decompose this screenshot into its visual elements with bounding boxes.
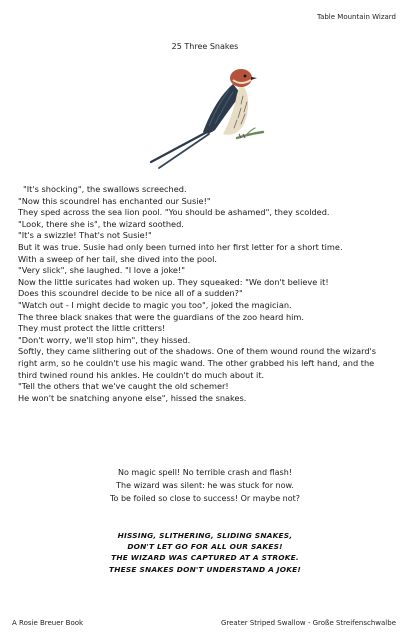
snake-chant xyxy=(0,530,410,575)
chant-line: HISSING, SLITHERING, SLIDING SNAKES, xyxy=(117,531,293,540)
story-line: right arm, so he couldn't use his magic wand. The other grabbed his left hand, and the xyxy=(18,357,375,368)
story-line: They must protect the little critters! xyxy=(18,323,166,334)
story-line: He won't be snatching anyone else", hissed the snakes. xyxy=(18,392,247,403)
footer-publisher: A Rosie Breuer Book xyxy=(12,619,84,627)
poem-line: The wizard was silent: he was stuck for now. xyxy=(116,481,294,490)
story-line: Does this scoundrel decide to be nice all of a sudden?" xyxy=(18,288,243,299)
footer-bird-caption: Greater Striped Swallow - Große Streifenschwalbe xyxy=(220,619,396,627)
story-line: Now the little suricates had woken up. They squeaked: "We don't believe it! xyxy=(18,276,329,287)
story-line: They sped across the sea lion pool. "You should be ashamed", they scolded. xyxy=(18,207,330,218)
chant-line: THESE SNAKES DON'T UNDERSTAND A JOKE! xyxy=(109,564,301,574)
story-line: "Watch out - I might decide to magic you too", joked the magician. xyxy=(18,299,292,310)
story-line: "Look, there she is", the wizard soothed. xyxy=(18,218,184,229)
story-line: "It's a swizzle! That's not Susie!" xyxy=(18,230,152,241)
story-line: "Tell the others that we've caught the old schemer! xyxy=(18,381,229,392)
story-line: The three black snakes that were the guardians of the zoo heard him. xyxy=(18,311,305,322)
story-text xyxy=(18,184,400,404)
story-line: third twined round his ankles. He couldn't do much about it. xyxy=(18,369,265,380)
poem-line: No magic spell! No terrible crash and flash! xyxy=(118,468,292,477)
poem-line: To be foiled so close to success! Or maybe not? xyxy=(109,494,301,503)
book-title-header: Table Mountain Wizard xyxy=(316,13,396,21)
chapter-title: 25 Three Snakes xyxy=(171,42,239,51)
story-line: "Now this scoundrel has enchanted our Susie!" xyxy=(18,195,211,206)
story-line: Softly, they came slithering out of the shadows. One of them wound round the wizard's xyxy=(18,346,377,357)
chant-line: DON'T LET GO FOR ALL OUR SAKES! xyxy=(127,542,283,552)
story-line: "Very slick", she laughed. "I love a joke!" xyxy=(18,265,186,276)
swallow-bird-illustration xyxy=(145,60,270,175)
story-line: With a sweep of her tail, she dived into the pool. xyxy=(18,253,217,264)
story-line: "Don't worry, we'll stop him", they hissed. xyxy=(18,334,191,345)
poem-verse xyxy=(0,466,410,505)
chant-line: THE WIZARD WAS CAPTURED AT A STROKE. xyxy=(111,553,299,563)
story-line: But it was true. Susie had only been turned into her first letter for a short time. xyxy=(18,241,343,252)
story-line: "It's shocking", the swallows screeched. xyxy=(23,184,187,194)
